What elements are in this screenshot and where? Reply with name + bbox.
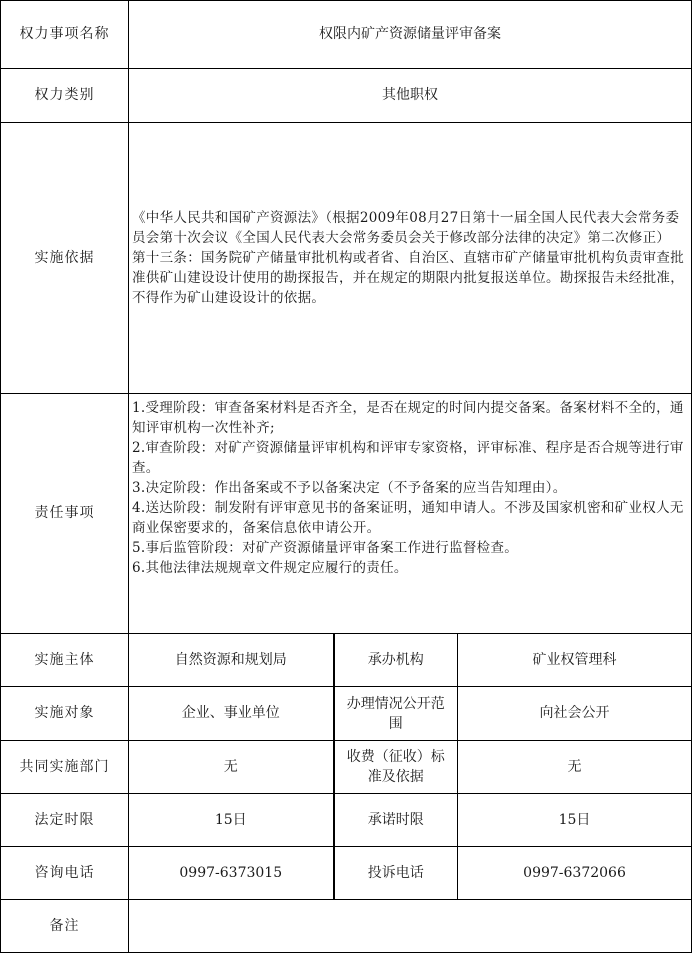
fee-value: 无: [458, 741, 692, 794]
row-joint: [1, 741, 692, 794]
disclosure-value: 向社会公开: [458, 687, 692, 741]
duties-value: [129, 394, 692, 634]
complaint-phone-label: 投诉电话: [334, 847, 458, 900]
category-value: 其他职权: [129, 69, 692, 123]
legal-limit-label: 法定时限: [1, 794, 129, 847]
name-value: 权限内矿产资源储量评审备案: [129, 1, 692, 69]
basis-label: 实施依据: [1, 123, 129, 394]
row-remark: [1, 900, 692, 953]
duty-item-5: 5.事后监管阶段：对矿产资源储量评审备案工作进行监督检查。: [132, 540, 519, 556]
name-label: 权力事项名称: [1, 1, 129, 69]
promise-limit-label: 承诺时限: [334, 794, 458, 847]
fee-label: 收费（征收）标准及依据: [334, 741, 458, 794]
basis-value: 《中华人民共和国矿产资源法》（根据2009年08月27日第十一届全国人民代表大会常务委员会第十次会议《全国人民代表大会常务委员会关于修改部分法律的决定》第二次修正） 第十三条：国务院矿产储量审批机构或者省、自治区、直辖市矿产储量审批机构负责审查批准供矿山建设设计使用的勘探报告，并在规定的期限内批复报送单位。勘探报告未经批准，不得作为矿山建设设计的依据。: [129, 123, 692, 394]
joint-value: 无: [129, 741, 334, 794]
legal-limit-value: 15日: [129, 794, 334, 847]
promise-limit-value: 15日: [458, 794, 692, 847]
handler-value: 矿业权管理科: [458, 634, 692, 687]
row-name: [1, 1, 692, 69]
row-category: [1, 69, 692, 123]
category-label: 权力类别: [1, 69, 129, 123]
duty-item-4: 4.送达阶段：制发附有评审意见书的备案证明，通知申请人。不涉及国家机密和矿业权人无商业保密要求的，备案信息依申请公开。: [132, 500, 684, 536]
subject-label: 实施主体: [1, 634, 129, 687]
subject-value: 自然资源和规划局: [129, 634, 334, 687]
remark-label: 备注: [1, 900, 129, 953]
row-basis: [1, 123, 692, 394]
row-timelimit: [1, 794, 692, 847]
row-phone: [1, 847, 692, 900]
duty-item-2: 2.审查阶段：对矿产资源储量评审机构和评审专家资格，评审标准、程序是否合规等进行审查。: [132, 440, 684, 476]
target-value: 企业、事业单位: [129, 687, 334, 741]
joint-label: 共同实施部门: [1, 741, 129, 794]
remark-value: [129, 900, 692, 953]
duties-label: 责任事项: [1, 394, 129, 634]
disclosure-label: 办理情况公开范围: [334, 687, 458, 741]
complaint-phone-value: 0997-6372066: [458, 847, 692, 900]
row-duties: [1, 394, 692, 634]
consult-phone-label: 咨询电话: [1, 847, 129, 900]
handler-label: 承办机构: [334, 634, 458, 687]
duty-item-3: 3.决定阶段：作出备案或不予以备案决定（不予备案的应当告知理由）。: [132, 480, 567, 496]
duty-item-1: 1.受理阶段：审查备案材料是否齐全，是否在规定的时间内提交备案。备案材料不全的，通知评审机构一次性补齐;: [132, 400, 684, 436]
target-label: 实施对象: [1, 687, 129, 741]
duty-item-6: 6.其他法律法规规章文件规定应履行的责任。: [132, 560, 408, 576]
row-target: [1, 687, 692, 741]
consult-phone-value: 0997-6373015: [129, 847, 334, 900]
row-subject: [1, 634, 692, 687]
